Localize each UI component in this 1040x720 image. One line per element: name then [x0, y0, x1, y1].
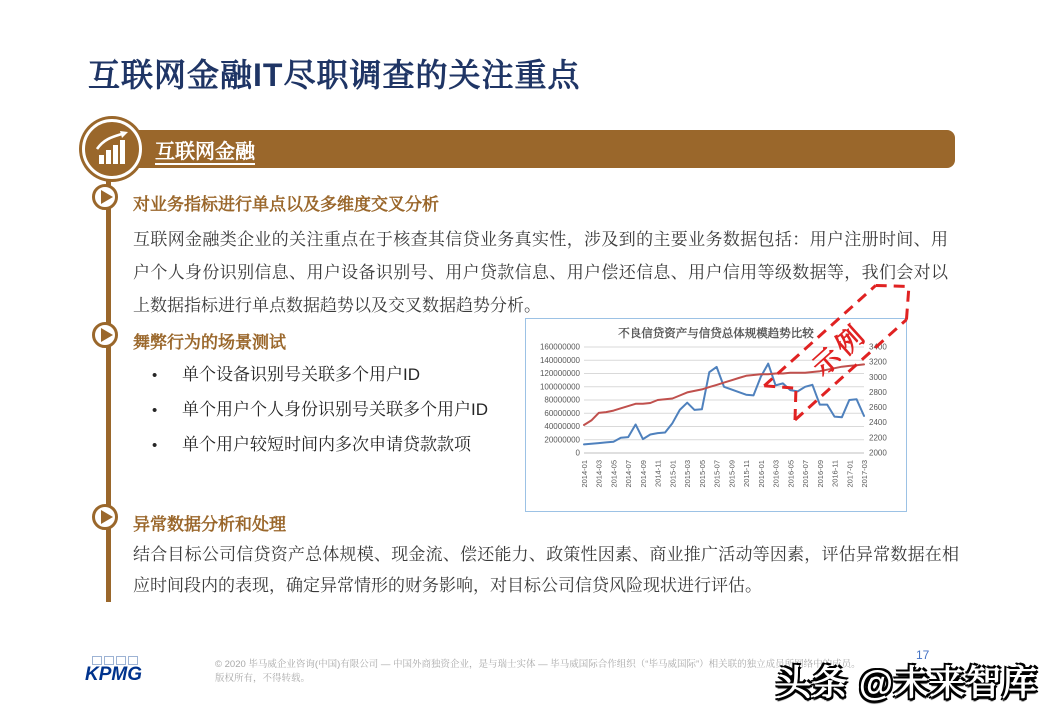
svg-text:2015-01: 2015-01: [668, 460, 678, 488]
bullet-item: [152, 430, 488, 465]
svg-text:160000000: 160000000: [539, 342, 580, 352]
banner-label: 互联网金融: [155, 140, 255, 163]
stamp-label: 示例: [806, 318, 873, 383]
svg-text:2014-03: 2014-03: [594, 460, 604, 488]
svg-text:2600: 2600: [869, 403, 887, 413]
svg-text:2017-01: 2017-01: [845, 460, 855, 488]
svg-text:2016-09: 2016-09: [815, 460, 825, 488]
kpmg-logo: [85, 656, 142, 686]
section-body-cross-analysis: 互联网金融类企业的关注重点在于核查其信贷业务真实性，涉及到的主要业务数据包括：用户注册时间、用户个人身份识别信息、用户设备识别号、用户贷款信息、用户偿还信息、用户信用等级数据等，我们会对以上数据指标进行单点数据趋势以及交叉数据趋势分析。: [133, 230, 948, 315]
svg-text:120000000: 120000000: [539, 369, 580, 378]
timeline-connector: [106, 180, 111, 602]
svg-text:2015-05: 2015-05: [697, 460, 707, 488]
trend-chart: [525, 318, 907, 512]
svg-text:2016-01: 2016-01: [756, 460, 766, 488]
section-banner: [121, 130, 955, 168]
chart-plot-area: [526, 341, 906, 511]
svg-text:80000000: 80000000: [544, 395, 580, 405]
bullet-dot: •: [152, 367, 158, 384]
svg-text:2014-01: 2014-01: [580, 460, 589, 488]
svg-text:20000000: 20000000: [544, 435, 580, 445]
svg-text:3400: 3400: [869, 342, 887, 352]
svg-text:2014-09: 2014-09: [638, 460, 648, 488]
bullet-item: [152, 395, 488, 430]
svg-text:60000000: 60000000: [544, 408, 580, 418]
svg-text:2017-03: 2017-03: [860, 460, 869, 488]
svg-text:2014-05: 2014-05: [609, 460, 619, 488]
svg-text:2014-07: 2014-07: [624, 460, 634, 488]
section-heading-cross-analysis: 对业务指标进行单点以及多维度交叉分析: [133, 195, 439, 214]
section-heading-fraud-scenarios: 舞弊行为的场景测试: [133, 333, 286, 352]
banner-circle: [79, 116, 145, 182]
svg-text:2800: 2800: [869, 387, 887, 397]
play-marker-icon: [92, 322, 118, 348]
copyright-line1: © 2020 毕马威企业咨询(中国)有限公司 — 中国外商独资企业，是与瑞士实体 — 毕马威国际合作组织（“毕马威国际”）相关联的独立成员所网络中的成员。: [215, 659, 861, 670]
bullet-dot: •: [152, 437, 158, 454]
play-marker-icon: [92, 184, 118, 210]
bullet-text: 单个用户个人身份识别号关联多个用户ID: [182, 400, 488, 419]
svg-text:2016-05: 2016-05: [786, 460, 796, 488]
chart-title: 不良信贷资产与信贷总体规模趋势比较: [618, 328, 814, 340]
page-number: 17: [916, 648, 930, 662]
bullet-text: 单个用户较短时间内多次申请贷款款项: [182, 435, 471, 454]
svg-text:2015-11: 2015-11: [742, 460, 752, 487]
svg-text:2016-07: 2016-07: [801, 460, 811, 488]
svg-text:2015-07: 2015-07: [712, 460, 722, 488]
svg-text:2016-03: 2016-03: [771, 460, 781, 488]
svg-text:2015-03: 2015-03: [683, 460, 693, 488]
svg-text:100000000: 100000000: [539, 382, 580, 392]
svg-text:40000000: 40000000: [544, 422, 580, 431]
copyright-line2: 版权所有，不得转载。: [215, 673, 311, 684]
play-marker-icon: [92, 504, 118, 530]
svg-text:2015-09: 2015-09: [727, 460, 737, 488]
kpmg-logo-text: KPMG: [85, 664, 142, 685]
svg-text:0: 0: [575, 448, 580, 458]
bullet-text: 单个设备识别号关联多个用户ID: [182, 365, 420, 384]
growth-bar-chart-icon: [82, 119, 142, 179]
section-heading-abnormal-data: 异常数据分析和处理: [133, 515, 286, 534]
svg-text:140000000: 140000000: [539, 355, 580, 365]
svg-text:3000: 3000: [869, 372, 887, 382]
svg-text:2000: 2000: [869, 448, 887, 458]
svg-text:2014-11: 2014-11: [653, 460, 663, 487]
bullet-dot: •: [152, 402, 158, 419]
watermark: 头条 @未来智库: [776, 664, 1038, 703]
page-title: 互联网金融IT尽职调查的关注重点: [88, 57, 581, 93]
svg-text:2016-11: 2016-11: [830, 460, 840, 487]
svg-text:2200: 2200: [869, 433, 887, 443]
bullet-item: [152, 360, 488, 395]
section-body-abnormal-data: 结合目标公司信贷资产总体规模、现金流、偿还能力、政策性因素、商业推广活动等因素，评估异常数据在相应时间段内的表现，确定异常情形的财务影响，对目标公司信贷风险现状进行评估。: [133, 545, 959, 595]
fraud-scenario-bullet-list: [152, 360, 488, 465]
svg-text:2400: 2400: [869, 418, 887, 428]
svg-text:3200: 3200: [869, 357, 887, 367]
